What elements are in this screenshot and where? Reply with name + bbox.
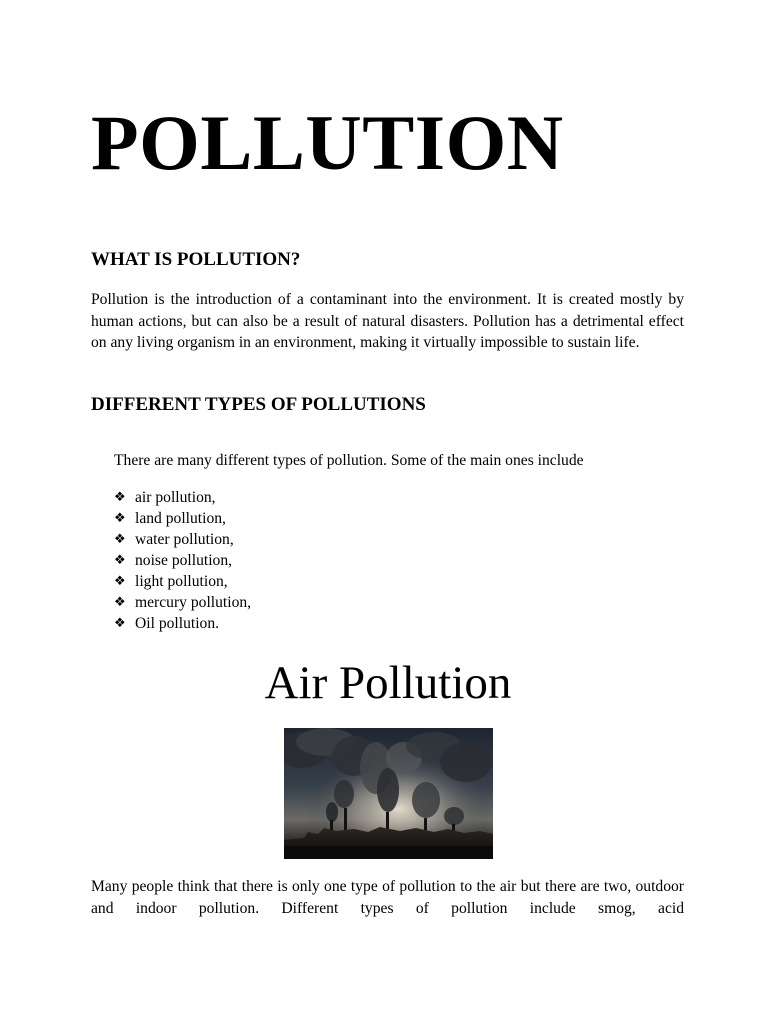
types-intro-text: There are many different types of pollution. Some of the main ones include — [114, 452, 584, 469]
list-item — [114, 571, 251, 592]
list-item-label: water pollution, — [135, 531, 234, 548]
list-item-label: Oil pollution. — [135, 615, 220, 632]
diamond-bullet-icon: ❖ — [114, 532, 126, 547]
list-item-label: mercury pollution, — [135, 594, 252, 611]
list-item-label: air pollution, — [135, 489, 216, 506]
smoke-illustration — [284, 728, 493, 859]
list-item — [114, 592, 251, 613]
air-pollution-paragraph: Many people think that there is only one type of pollution to the air but there are two, outdoor and indoor pollution. Different types of pollution include smog, acid — [91, 878, 684, 917]
section-heading-types: DIFFERENT TYPES OF POLLUTIONS — [91, 394, 426, 415]
definition-paragraph: Pollution is the introduction of a contaminant into the environment. It is created mostly by human actions, but can also be a result of natural disasters. Pollution has a detrimental effect on any living organism in an environment, making it virtually impossible to sustain life. — [91, 291, 684, 351]
diamond-bullet-icon: ❖ — [114, 616, 126, 631]
list-item-label: land pollution, — [135, 510, 226, 527]
list-item — [114, 613, 251, 634]
diamond-bullet-icon: ❖ — [114, 511, 126, 526]
factory-smokestacks-smoke-photo — [284, 728, 493, 859]
pollution-types-list — [114, 487, 251, 634]
list-item-label: light pollution, — [135, 573, 228, 590]
list-item — [114, 550, 251, 571]
section-heading-what-is-pollution: WHAT IS POLLUTION? — [91, 249, 301, 270]
page-title: POLLUTION — [91, 99, 564, 186]
list-item — [114, 529, 251, 550]
diamond-bullet-icon: ❖ — [114, 553, 126, 568]
diamond-bullet-icon: ❖ — [114, 595, 126, 610]
section-heading-air-pollution: Air Pollution — [264, 657, 512, 709]
diamond-bullet-icon: ❖ — [114, 574, 126, 589]
list-item-label: noise pollution, — [135, 552, 233, 569]
list-item — [114, 487, 251, 508]
diamond-bullet-icon: ❖ — [114, 490, 126, 505]
list-item — [114, 508, 251, 529]
